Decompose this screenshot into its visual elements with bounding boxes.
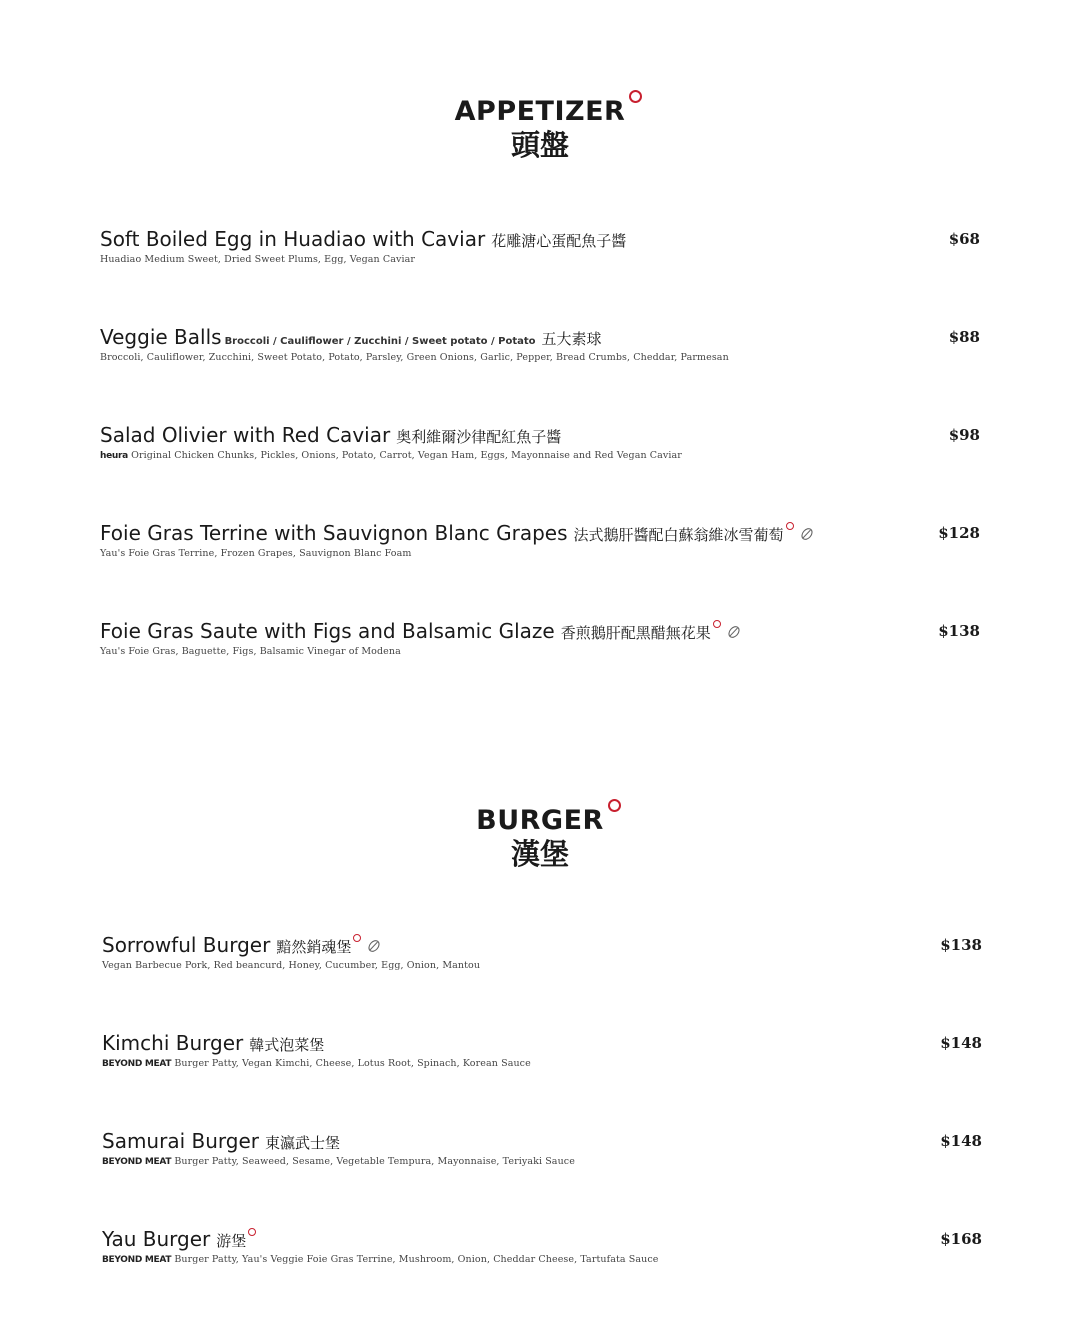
item-description — [102, 1254, 659, 1265]
red-ring-icon — [713, 620, 721, 628]
item-name-zh: 法式鵝肝醬配白蘇翁維冰雪葡萄 — [573, 526, 784, 544]
item-name-zh: 奥利維爾沙律配紅魚子醬 — [396, 428, 562, 446]
red-ring-icon — [608, 799, 621, 812]
item-description: Yau's Foie Gras Terrine, Frozen Grapes, Sauvignon Blanc Foam — [100, 548, 412, 559]
item-description: Huadiao Medium Sweet, Dried Sweet Plums, Egg, Vegan Caviar — [100, 254, 416, 265]
item-name: Salad Olivier with Red Caviar — [100, 423, 391, 447]
item-price: $128 — [938, 524, 980, 542]
appetizer-section-header — [0, 98, 1080, 160]
item-price: $148 — [940, 1034, 982, 1052]
leaf-icon — [367, 939, 381, 953]
item-name: Soft Boiled Egg in Huadiao with Caviar — [100, 227, 486, 251]
burger-title-text: BURGER — [476, 805, 604, 836]
menu-item-sorrowful-burger — [102, 933, 982, 977]
item-description-text: Burger Patty, Seaweed, Sesame, Vegetable Tempura, Mayonnaise, Teriyaki Sauce — [174, 1156, 575, 1167]
burger-title — [476, 807, 604, 834]
item-description — [102, 1058, 531, 1069]
red-ring-icon — [353, 934, 361, 942]
menu-item-yau-burger — [102, 1227, 982, 1271]
item-price: $148 — [940, 1132, 982, 1150]
leaf-icon — [800, 527, 814, 541]
item-name-zh: 香煎鵝肝配黑醋無花果 — [560, 624, 711, 642]
brand-logo: BEYOND MEAT — [102, 1059, 172, 1069]
item-description: Broccoli, Cauliflower, Zucchini, Sweet Potato, Potato, Parsley, Green Onions, Garlic, Pepper, Bread Crumbs, Cheddar, Parmesan — [100, 352, 729, 363]
burger-title-zh: 漢堡 — [510, 837, 569, 871]
item-name: Samurai Burger — [102, 1129, 259, 1153]
menu-item-kimchi-burger — [102, 1031, 982, 1075]
brand-logo: BEYOND MEAT — [102, 1157, 172, 1167]
burger-section-header — [0, 807, 1080, 869]
item-description: Yau's Foie Gras, Baguette, Figs, Balsamic Vinegar of Modena — [100, 646, 401, 657]
item-inline-note: Broccoli / Cauliflower / Zucchini / Sweet potato / Potato — [224, 336, 536, 347]
appetizer-title-zh: 頭盤 — [510, 128, 569, 162]
item-price: $88 — [948, 328, 980, 346]
item-name-zh: 東瀛武士堡 — [265, 1134, 341, 1152]
item-name: Yau Burger — [102, 1227, 211, 1251]
item-price: $138 — [938, 622, 980, 640]
appetizer-title — [455, 98, 626, 125]
appetizer-title-text: APPETIZER — [454, 96, 626, 127]
red-ring-icon — [248, 1228, 256, 1236]
menu-item-foie-gras-terrine — [100, 521, 980, 565]
red-ring-icon — [629, 90, 642, 103]
brand-logo: heura — [100, 451, 128, 461]
item-name: Kimchi Burger — [102, 1031, 244, 1055]
item-name-zh: 五大素球 — [541, 330, 602, 348]
leaf-icon — [727, 625, 741, 639]
item-name: Sorrowful Burger — [102, 933, 271, 957]
menu-item-samurai-burger — [102, 1129, 982, 1173]
item-description-text: Burger Patty, Vegan Kimchi, Cheese, Lotus Root, Spinach, Korean Sauce — [174, 1058, 531, 1069]
red-ring-icon — [786, 522, 794, 530]
item-price: $98 — [948, 426, 980, 444]
item-name: Veggie Balls — [100, 325, 222, 349]
item-description-text: Burger Patty, Yau's Veggie Foie Gras Terrine, Mushroom, Onion, Cheddar Cheese, Tartufata Sauce — [174, 1254, 659, 1265]
menu-item-salad-olivier — [100, 423, 980, 467]
item-description-text: Original Chicken Chunks, Pickles, Onions, Potato, Carrot, Vegan Ham, Eggs, Mayonnaise and Red Vegan Caviar — [131, 450, 682, 461]
item-name: Foie Gras Saute with Figs and Balsamic Glaze — [100, 619, 555, 643]
brand-logo: BEYOND MEAT — [102, 1255, 172, 1265]
item-price: $168 — [940, 1230, 982, 1248]
item-name-zh: 游堡 — [216, 1232, 247, 1250]
item-name-zh: 黯然銷魂堡 — [276, 938, 352, 956]
item-name-zh: 花雕溏心蛋配魚子醬 — [491, 232, 627, 250]
item-name: Foie Gras Terrine with Sauvignon Blanc Grapes — [100, 521, 568, 545]
menu-item-foie-gras-saute — [100, 619, 980, 663]
item-description — [102, 1156, 575, 1167]
item-price: $138 — [940, 936, 982, 954]
item-description — [100, 450, 682, 461]
item-name-zh: 韓式泡菜堡 — [249, 1036, 325, 1054]
item-price: $68 — [948, 230, 980, 248]
menu-item-veggie-balls — [100, 325, 980, 369]
menu-item-soft-boiled-egg — [100, 227, 980, 271]
item-description: Vegan Barbecue Pork, Red beancurd, Honey, Cucumber, Egg, Onion, Mantou — [102, 960, 481, 971]
